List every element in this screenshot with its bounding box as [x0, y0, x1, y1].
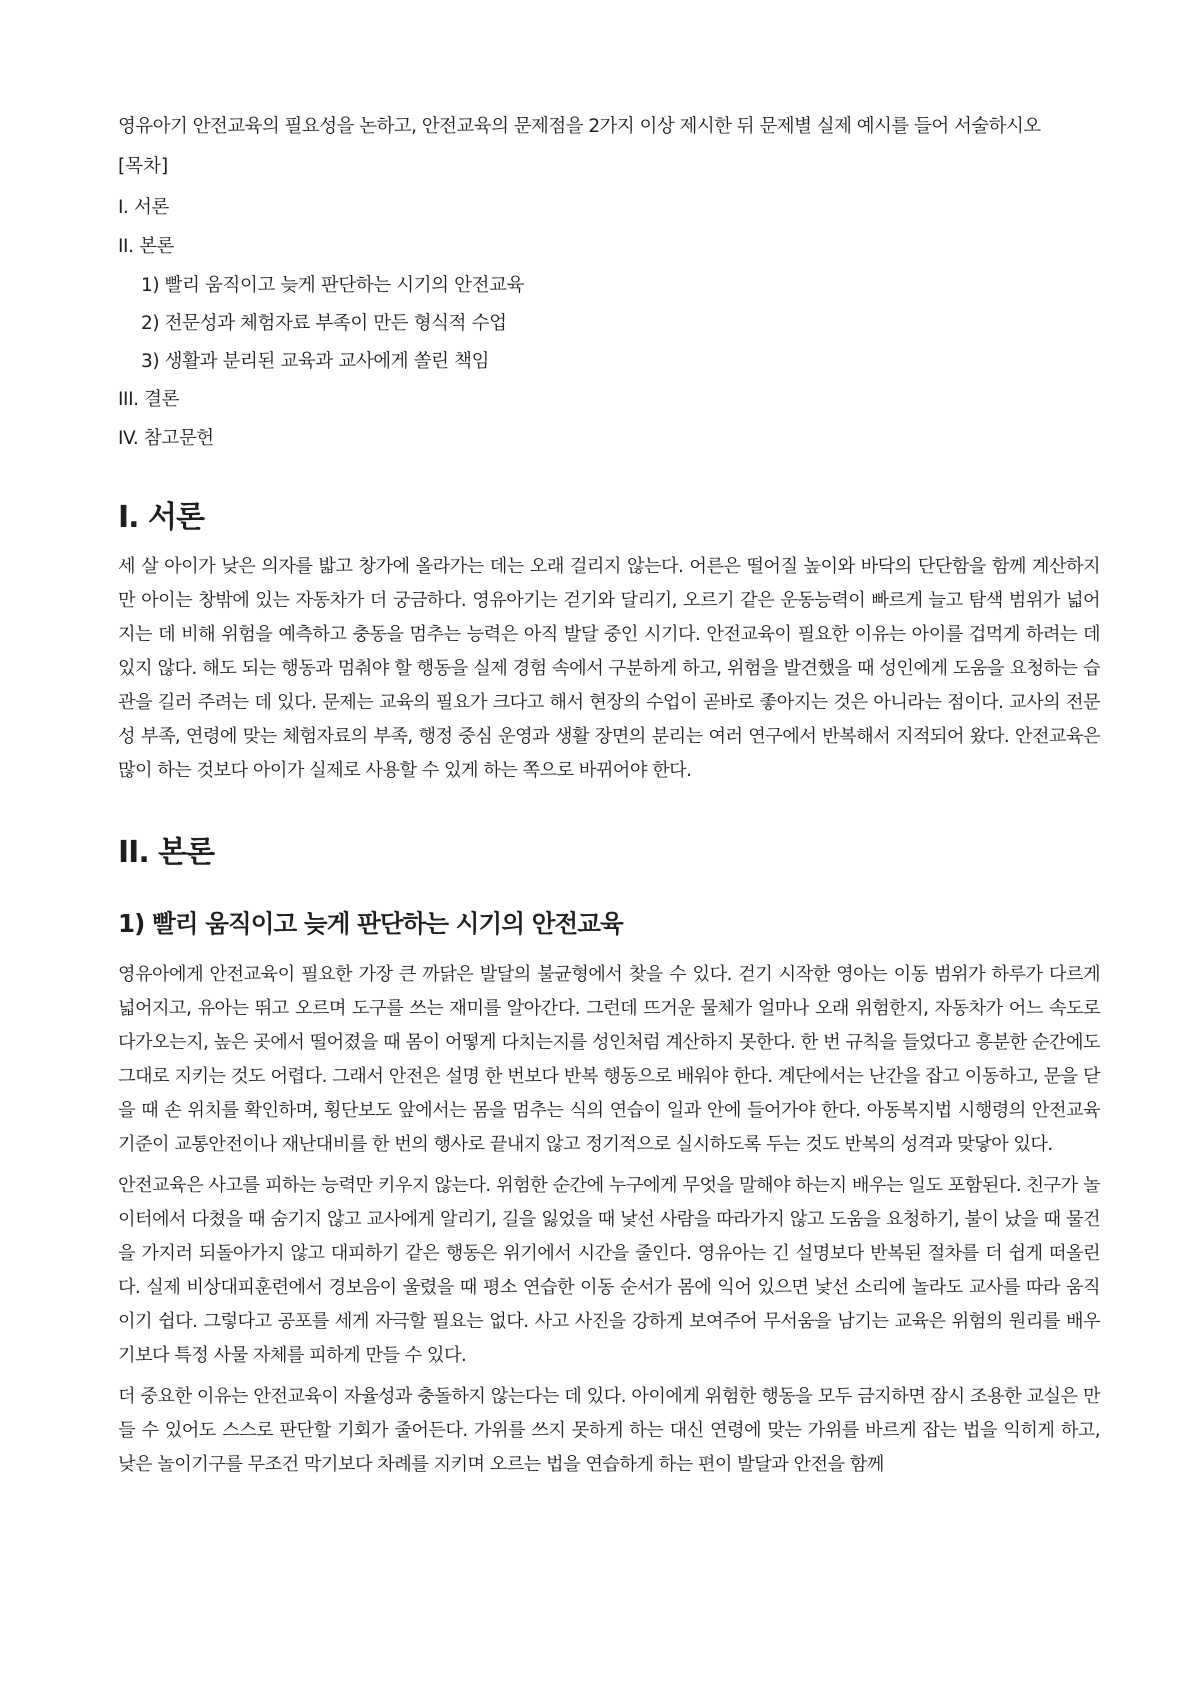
intro-paragraph: 세 살 아이가 낮은 의자를 밟고 창가에 올라가는 데는 오래 걸리지 않는다. 어른은 떨어질 높이와 바닥의 단단함을 함께 계산하지만 아이는 창밖에 있는 자동차가 더 궁금하다. 영유아기는 걷기와 달리기, 오르기 같은 운동능력이 빠르게 늘고 탐색 범위가 넓어지는 데 비해 위험을 예측하고 충동을 멈추는 능력은 아직 발달 중인 시기다. 안전교육이 필요한 이유는 아이를 겁먹게 하려는 데 있지 않다. 해도 되는 행동과 멈춰야 할 행동을 실제 경험 속에서 구분하게 하고, 위험을 발견했을 때 성인에게 도움을 요청하는 습관을 길러 주려는 데 있다. 문제는 교육의 필요가 크다고 해서 현장의 수업이 곧바로 좋아지는 것은 아니라는 점이다. 교사의 전문성 부족, 연령에 맞는 체험자료의 부족, 행정 중심 운영과 생활 장면의 분리는 여러 연구에서 반복해서 지적되어 왔다. 안전교육은 많이 하는 것보다 아이가 실제로 사용할 수 있게 하는 쪽으로 바뀌어야 한다.: [118, 556, 1100, 781]
toc-item-body-sub2: 2) 전문성과 체험자료 부족이 만든 형식적 수업: [141, 313, 507, 334]
toc-item-body-sub1: 1) 빨리 움직이고 늦게 판단하는 시기의 안전교육: [141, 275, 525, 296]
section-heading-intro: I. 서론: [118, 500, 204, 535]
toc-list: [118, 194, 1100, 453]
body-paragraph-2: 안전교육은 사고를 피하는 능력만 키우지 않는다. 위험한 순간에 누구에게 무엇을 말해야 하는지 배우는 일도 포함된다. 친구가 놀이터에서 다쳤을 때 숨기지 않고 교사에게 알리기, 길을 잃었을 때 낯선 사람을 따라가지 않고 도움을 요청하기, 불이 났을 때 물건을 가지러 되돌아가지 않고 대피하기 같은 행동은 위기에서 시간을 줄인다. 영유아는 긴 설명보다 반복된 절차를 더 쉽게 떠올린다. 실제 비상대피훈련에서 경보음이 울렸을 때 평소 연습한 이동 순서가 몸에 익어 있으면 낯선 소리에 놀라도 교사를 따라 움직이기 쉽다. 그렇다고 공포를 세게 자극할 필요는 없다. 사고 사진을 강하게 보여주어 무서움을 남기는 교육은 위험의 원리를 배우기보다 특정 사물 자체를 피하게 만들 수 있다.: [118, 1175, 1100, 1366]
essay-question: 영유아기 안전교육의 필요성을 논하고, 안전교육의 문제점을 2가지 이상 제시한 뒤 문제별 실제 예시를 들어 서술하시오: [118, 116, 1041, 137]
toc-item-intro: I. 서론: [118, 197, 169, 218]
document-page: [118, 113, 1100, 1482]
subsection-heading-1: 1) 빨리 움직이고 늦게 판단하는 시기의 안전교육: [118, 909, 623, 938]
table-of-contents: [118, 153, 1100, 453]
toc-item-conclusion: III. 결론: [118, 389, 180, 410]
toc-item-body-sub3: 3) 생활과 분리된 교육과 교사에게 쏠린 책임: [141, 351, 490, 372]
toc-item-body: II. 본론: [118, 236, 175, 257]
section-heading-body: II. 본론: [118, 835, 215, 870]
body-paragraph-3: 더 중요한 이유는 안전교육이 자율성과 충돌하지 않는다는 데 있다. 아이에게 위험한 행동을 모두 금지하면 잠시 조용한 교실은 만들 수 있어도 스스로 판단할 기회가 줄어든다. 가위를 쓰지 못하게 하는 대신 연령에 맞는 가위를 바르게 잡는 법을 익히게 하고, 낮은 놀이기구를 무조건 막기보다 차례를 지키며 오르는 법을 연습하게 하는 편이 발달과 안전을 함께: [118, 1386, 1100, 1475]
toc-title: [목차]: [118, 156, 169, 177]
body-paragraph-1: 영유아에게 안전교육이 필요한 가장 큰 까닭은 발달의 불균형에서 찾을 수 있다. 걷기 시작한 영아는 이동 범위가 하루가 다르게 넓어지고, 유아는 뛰고 오르며 도구를 쓰는 재미를 알아간다. 그런데 뜨거운 물체가 얼마나 오래 위험한지, 자동차가 어느 속도로 다가오는지, 높은 곳에서 떨어졌을 때 몸이 어떻게 다치는지를 성인처럼 계산하지 못한다. 한 번 규칙을 들었다고 흥분한 순간에도 그대로 지키는 것도 어렵다. 그래서 안전은 설명 한 번보다 반복 행동으로 배워야 한다. 계단에서는 난간을 잡고 이동하고, 문을 닫을 때 손 위치를 확인하며, 횡단보도 앞에서는 몸을 멈추는 식의 연습이 일과 안에 들어가야 한다. 아동복지법 시행령의 안전교육 기준이 교통안전이나 재난대비를 한 번의 행사로 끝내지 않고 정기적으로 실시하도록 두는 것도 반복의 성격과 맞닿아 있다.: [118, 964, 1100, 1155]
toc-item-references: IV. 참고문헌: [118, 428, 214, 449]
